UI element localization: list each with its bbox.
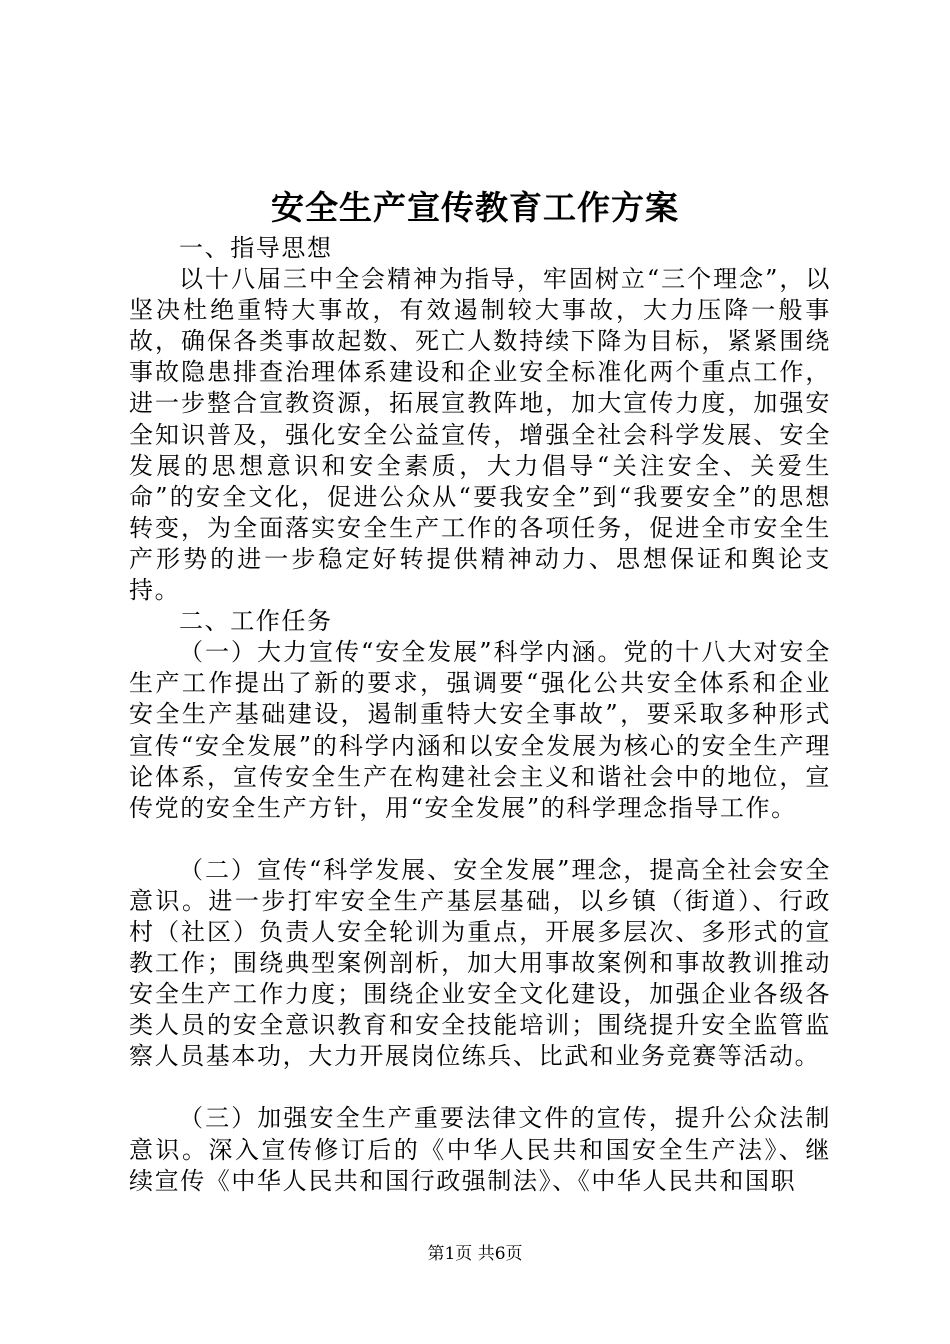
paragraph-task-3: （三）加强安全生产重要法律文件的宣传，提升公众法制意识。深入宣传修订后的《中华人民共和国安全生产法》、继续宣传《中华人民共和国行政强制法》、《中华人民共和国职 <box>129 1104 831 1195</box>
section-heading-guiding-ideology: 一、指导思想 <box>179 234 333 262</box>
section-heading-work-tasks: 二、工作任务 <box>179 607 333 636</box>
paragraph-spacer <box>129 824 831 855</box>
document-body <box>129 233 831 1197</box>
document-title: 安全生产宣传教育工作方案 <box>271 188 679 227</box>
paragraph-task-2: （二）宣传“科学发展、安全发展”理念，提高全社会安全意识。进一步打牢安全生产基层基础，以乡镇（街道）、行政村（社区）负责人安全轮训为重点，开展多层次、多形式的宣教工作；围绕典型案例剖析，加大用事故案例和事故教训推动安全生产工作力度；围绕企业安全文化建设，加强企业各级各类人员的安全意识教育和安全技能培训；围绕提升安全监管监察人员基本功，大力开展岗位练兵、比武和业务竞赛等活动。 <box>129 855 831 1071</box>
page-number-footer: 第1页 共6页 <box>427 1244 523 1264</box>
paragraph-guiding-ideology: 以十八届三中全会精神为指导，牢固树立“三个理念”，以坚决杜绝重特大事故，有效遏制较大事故，大力压降一般事故，确保各类事故起数、死亡人数持续下降为目标，紧紧围绕事故隐患排查治理体系建设和企业安全标准化两个重点工作，进一步整合宣教资源，拓展宣教阵地，加大宣传力度，加强安全知识普及，强化安全公益宣传，增强全社会科学发展、安全发展的思想意识和安全素质，大力倡导“关注安全、关爱生命”的安全文化，促进公众从“要我安全”到“我要安全”的思想转变，为全面落实安全生产工作的各项任务，促进全市安全生产形势的进一步稳定好转提供精神动力、思想保证和舆论支持。 <box>129 265 831 605</box>
paragraph-task-1: （一）大力宣传“安全发展”科学内涵。党的十八大对安全生产工作提出了新的要求，强调要“强化公共安全体系和企业安全生产基础建设，遏制重特大安全事故”，要采取多种形式宣传“安全发展”的科学内涵和以安全发展为核心的安全生产理论体系，宣传安全生产在构建社会主义和谐社会中的地位，宣传党的安全生产方针，用“安全发展”的科学理念指导工作。 <box>129 638 831 822</box>
paragraph-spacer <box>129 1072 831 1103</box>
